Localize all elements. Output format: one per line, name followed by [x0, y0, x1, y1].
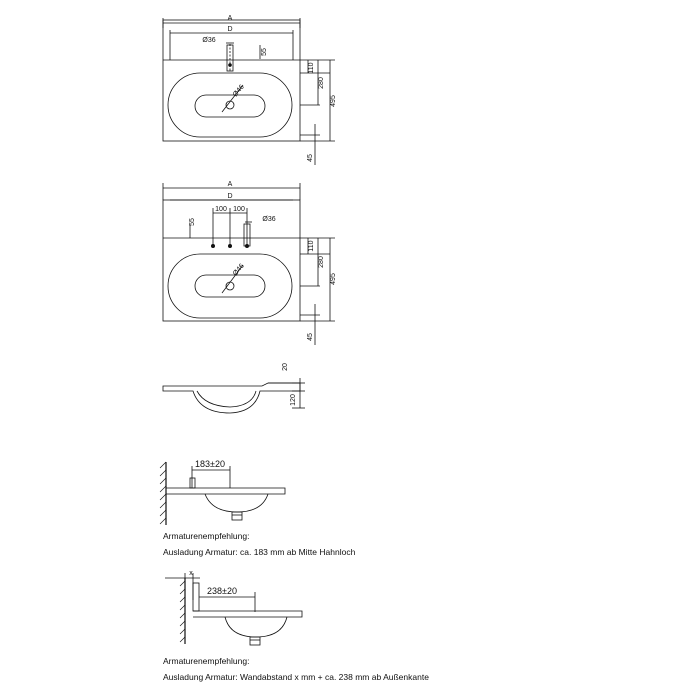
tap-hole-center: [228, 244, 232, 248]
dim-a-label: A: [227, 15, 233, 22]
dim-45-label-2: 45: [307, 333, 314, 341]
dim-280-label: 280: [318, 77, 325, 89]
basin-outline: [163, 20, 300, 141]
dim-495-label: 495: [330, 95, 337, 107]
dim-110-label: 110: [308, 62, 315, 74]
plan-view-three-holes: [163, 181, 337, 345]
note-text-1: Ausladung Armatur: ca. 183 mm ab Mitte Hahnloch: [163, 547, 356, 557]
waste-fitting-2: [250, 637, 260, 645]
bowl-outline: [168, 73, 292, 137]
basin-bowl: [205, 494, 268, 512]
dim-a-label-2: A: [227, 181, 233, 188]
dim-55-label: 55: [261, 48, 268, 56]
faucet-detail-1: [160, 459, 285, 525]
note-heading-1: Armaturenempfehlung:: [163, 531, 250, 541]
bowl-outline-2: [168, 254, 292, 318]
note-text-2: Ausladung Armatur: Wandabstand x mm + ca. 238 mm ab Außenkante: [163, 672, 429, 682]
waste-fitting: [232, 512, 242, 520]
dim-d-label-2: D: [227, 193, 233, 200]
note-heading-2: Armaturenempfehlung:: [163, 656, 250, 666]
side-section-view: [163, 363, 305, 413]
basin-slab: [166, 488, 285, 494]
dim-120-label: 120: [290, 394, 297, 406]
dim-55-label-2: 55: [189, 218, 196, 226]
dim-reach-label-2: 238±20: [207, 586, 237, 596]
section-profile: [163, 383, 300, 413]
dim-280-label-2: 280: [318, 256, 325, 268]
dim-reach-label-1: 183±20: [195, 459, 225, 469]
tap-hole-left: [211, 244, 215, 248]
dim-110-label-2: 110: [308, 240, 315, 252]
faucet-detail-2: [165, 570, 302, 645]
dim-hole-label-2: Ø36: [262, 216, 276, 223]
dim-drain-label-2: Ø46: [231, 262, 246, 278]
dim-d-label: D: [227, 26, 233, 33]
dim-x-label: x: [189, 570, 193, 577]
plan-view-single-hole: [163, 15, 337, 165]
dim-hole-label: Ø36: [202, 37, 216, 44]
dim-45-label: 45: [307, 154, 314, 162]
dim-20-label: 20: [282, 363, 289, 371]
dim-100-left-label: 100: [215, 206, 227, 213]
dim-100-right-label: 100: [233, 206, 245, 213]
dim-drain-label: Ø46: [231, 83, 246, 99]
bowl-inner-2: [195, 275, 265, 297]
bowl-inner: [195, 95, 265, 117]
basin-bowl-2: [225, 617, 287, 637]
basin-slab-2: [193, 611, 302, 617]
dim-495-label-2: 495: [330, 273, 337, 285]
